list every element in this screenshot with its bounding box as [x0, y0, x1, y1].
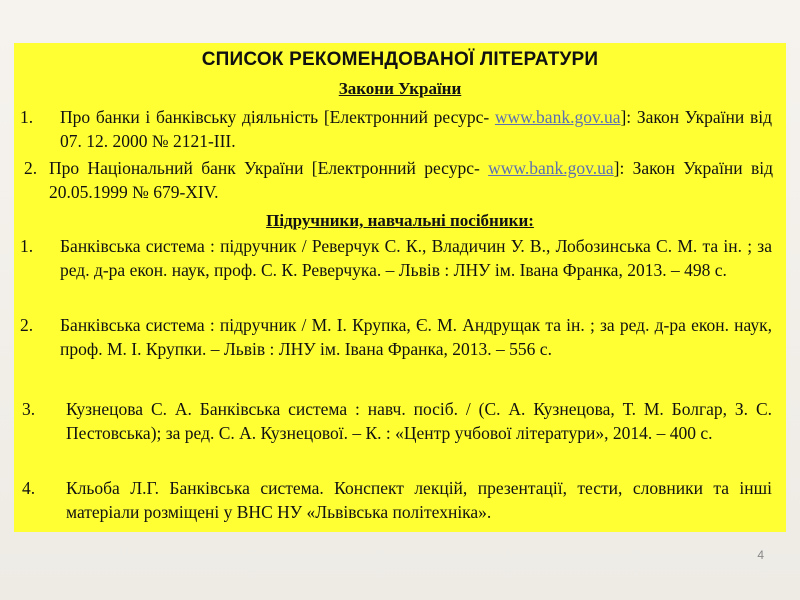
bank-gov-link[interactable]: www.bank.gov.ua [494, 107, 621, 127]
textbook-item-2 [14, 314, 774, 386]
textbook-item-1 [14, 235, 774, 307]
law-item-1 [14, 106, 774, 154]
textbook-item-text: Кльоба Л.Г. Банківська система. Конспект лекцій, презентації, тести, словники та інші матеріали розміщені у ВНС НУ «Львівська політехніка». [66, 478, 772, 522]
textbook-item-text: Банківська система : підручник / Реверчук С. К., Владичин У. В., Лобозинська С. М. та ін. ; за ред. д-ра екон. наук, проф. С. К. Реверчука. – Львів : ЛНУ ім. Івана Франка, 2013. – 498 с. [60, 236, 772, 280]
list-number: 3. [22, 399, 36, 419]
bank-gov-link[interactable]: www.bank.gov.ua [488, 158, 614, 178]
list-number: 1. [20, 107, 34, 127]
section-heading-textbooks: Підручники, навчальні посібники: [266, 211, 534, 230]
list-number: 1. [20, 236, 34, 256]
slide-title: СПИСОК РЕКОМЕНДОВАНОЇ ЛІТЕРАТУРИ [201, 49, 599, 70]
list-number: 2. [20, 315, 34, 335]
law-item-2 [14, 157, 774, 205]
list-number: 4. [22, 478, 36, 498]
law-item-text: Про банки і банківську діяльність [Електронний ресурс- www.bank.gov.ua]: Закон України від 07. 12. 2000 № 2121-ІІІ. [60, 107, 772, 151]
textbook-item-text: Банківська система : підручник / М. І. Крупка, Є. М. Андрущак та ін. ; за ред. д-ра екон. наук, проф. М. І. Крупки. – Львів : ЛНУ ім. Івана Франка, 2013. – 556 с. [60, 315, 772, 359]
section-heading-laws: Закони України [338, 79, 462, 98]
textbook-item-3 [14, 398, 774, 470]
textbook-item-text: Кузнецова С. А. Банківська система : навч. посіб. / (С. А. Кузнецова, Т. М. Болгар, З. С. Пестовська); за ред. С. А. Кузнецової. – К. : «Центр учбової літератури», 2014. – 400 с. [66, 399, 772, 443]
textbook-item-4 [14, 477, 774, 525]
list-number: 2. [24, 158, 38, 178]
literature-box [14, 43, 786, 532]
law-item-text: Про Національний банк України [Електронний ресурс- www.bank.gov.ua]: Закон України від 20.05.1999 № 679-XIV. [49, 158, 773, 202]
page-number: 4 [757, 548, 764, 562]
